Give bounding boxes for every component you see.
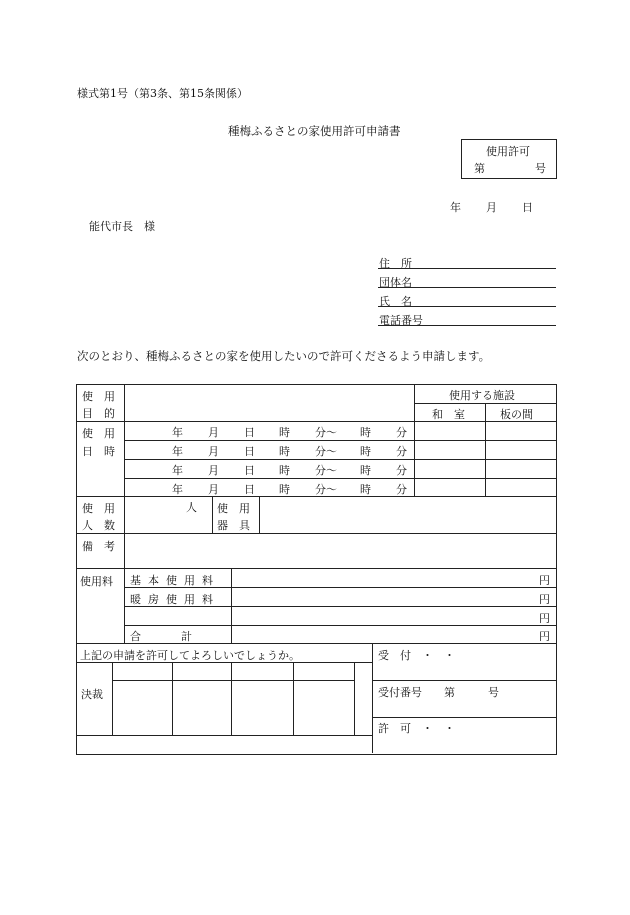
purpose-label-1: 使 用 [82,390,115,403]
row-line [124,478,556,479]
col-line [372,643,373,753]
col-line [231,662,232,735]
approval-question: 上記の申請を許可してよろしいでしょうか。 [80,649,300,662]
facility-header: 使用する施設 [449,389,515,402]
permit-box-go: 号 [535,162,546,175]
fee-yen: 円 [539,593,550,606]
col-line [414,384,415,496]
row-line [76,421,556,422]
dt-fun-kara: 分～ [315,483,337,496]
dt-fun-kara: 分～ [315,426,337,439]
permit-box-label: 使用許可 [486,145,530,158]
datetime-label-1: 使 用 [82,427,115,440]
received-label: 受 付 ・ ・ [378,649,455,662]
date-month: 月 [486,201,497,214]
dt-tsuki: 月 [208,483,219,496]
dt-hi: 日 [244,426,255,439]
addressee: 能代市長 様 [89,220,155,233]
fee-total-label: 合 計 [130,630,198,643]
dt-ji2: 時 [360,445,371,458]
row-line [76,735,372,736]
dt-hi: 日 [244,445,255,458]
people-label-2: 人 数 [82,519,115,532]
col-line [172,662,173,735]
dt-nen: 年 [172,445,183,458]
dt-ji2: 時 [360,464,371,477]
fee-basic-label: 基本使用料 [130,574,220,587]
equipment-label-1: 使 用 [217,502,250,515]
dt-ji: 時 [279,426,290,439]
row-line [124,459,556,460]
datetime-label-2: 日 時 [82,445,115,458]
decision-label: 決裁 [81,688,103,701]
dt-nen: 年 [172,483,183,496]
phone-label: 電話番号 [379,314,423,327]
dt-ji: 時 [279,464,290,477]
group-label: 団体名 [379,276,412,289]
col-line [112,662,113,735]
received-number-label: 受付番号 第 号 [378,686,499,699]
permit-box-dai: 第 [474,162,485,175]
fee-label: 使用料 [80,575,113,588]
date-day: 日 [522,201,533,214]
dt-ji2: 時 [360,483,371,496]
form-number: 様式第1号（第3条、第15条関係） [77,87,248,100]
dt-tsuki: 月 [208,426,219,439]
dt-tsuki: 月 [208,464,219,477]
row-line [76,533,556,534]
fee-yen: 円 [539,574,550,587]
col-line [212,496,213,533]
facility-col-washitsu: 和 室 [432,408,465,421]
permit-label: 許 可 ・ ・ [378,722,455,735]
dt-fun-kara: 分～ [315,445,337,458]
dt-fun-kara: 分～ [315,464,337,477]
dt-fun: 分 [396,464,407,477]
dt-nen: 年 [172,464,183,477]
dt-hi: 日 [244,483,255,496]
col-line [124,384,125,643]
date-year: 年 [450,201,461,214]
dt-fun: 分 [396,445,407,458]
row-line [124,440,556,441]
row-line [112,680,354,681]
equipment-label-2: 器 具 [217,519,250,532]
people-label-1: 使 用 [82,502,115,515]
address-field[interactable] [378,268,556,269]
col-line [354,662,355,735]
remarks-label: 備 考 [82,540,115,553]
people-unit: 人 [186,501,197,514]
row-line [124,625,556,626]
dt-tsuki: 月 [208,445,219,458]
fee-yen: 円 [539,630,550,643]
dt-ji: 時 [279,483,290,496]
facility-col-itanoma: 板の間 [500,408,533,421]
col-line [293,662,294,735]
name-label: 氏 名 [379,295,412,308]
col-line [259,496,260,533]
row-line [372,717,556,718]
col-line [485,403,486,496]
group-field[interactable] [378,287,556,288]
phone-field[interactable] [378,325,556,326]
fee-heating-label: 暖房使用料 [130,593,220,606]
address-label: 住 所 [379,257,412,270]
row-line [76,568,556,569]
row-line [372,680,556,681]
dt-ji: 時 [279,445,290,458]
name-field[interactable] [378,306,556,307]
intro-text: 次のとおり、種梅ふるさとの家を使用したいので許可くださるよう申請します。 [77,349,491,363]
form-title: 種梅ふるさとの家使用許可申請書 [228,124,401,138]
dt-fun: 分 [396,426,407,439]
dt-nen: 年 [172,426,183,439]
fee-yen: 円 [539,612,550,625]
purpose-label-2: 目 的 [82,407,115,420]
col-line [231,568,232,643]
dt-hi: 日 [244,464,255,477]
dt-fun: 分 [396,483,407,496]
dt-ji2: 時 [360,426,371,439]
